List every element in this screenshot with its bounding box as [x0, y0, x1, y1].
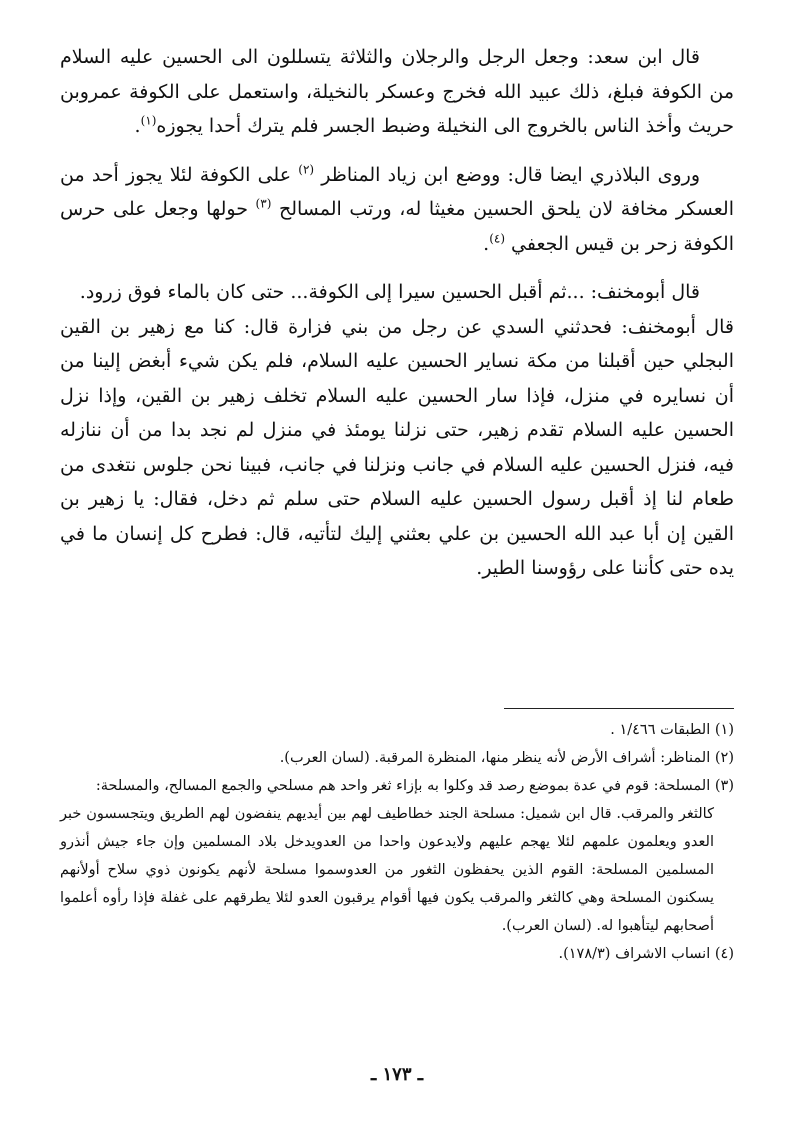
footnote-ref-3: (٣) — [255, 196, 272, 211]
main-text — [60, 40, 734, 586]
footnote-marker: (١) — [714, 722, 734, 738]
footnote-ref-4: (٤) — [489, 231, 506, 246]
footnote-ref-1: (١) — [140, 113, 157, 128]
text-span: . — [483, 232, 490, 255]
text-span: قال أبومخنف: فحدثني السدي عن رجل من بني فزارة قال: كنا مع زهير بن القين البجلي حين أقبلنا من مكة نساير الحسين عليه السلام، فلم يكن شيء أبغض إلينا من أن نسايره في منزل، فإذا سار الحسين عليه السلام تخلف زهير بن القين، وإذا نزل الحسين عليه السلام تقدم زهير، حتى نزلنا يومئذ في منزل لم نجد بدا من أن ننازله فيه، فنزل الحسين عليه السلام في جانب ونزلنا في جانب، فبينا نحن جلوس نتغدى من طعام لنا إذ أقبل رسول الحسين عليه السلام حتى سلم ثم دخل، فقال: يا زهير بن القين إن أبا عبد الله الحسين بن علي بعثني إليك لتأتيه، قال: فطرح كل إنسان ما في يده حتى كأننا على رؤوسنا الطير. — [60, 315, 734, 579]
text-span: وروى البلاذري ايضا قال: ووضع ابن زياد المناظر — [314, 163, 701, 186]
footnote-separator — [504, 708, 734, 709]
footnote-3 — [60, 772, 734, 800]
footnotes — [60, 716, 734, 968]
paragraph-ibn-saad — [60, 40, 734, 144]
footnote-text: انساب الاشراف (١٧٨/٣). — [558, 946, 711, 962]
text-span: قال أبومخنف: ...ثم أقبل الحسين سيرا إلى الكوفة... حتى كان بالماء فوق زرود. — [79, 281, 700, 303]
text-span: . — [134, 115, 141, 137]
text-span: على الكوفة لئلا يجوز أحد من العسكر مخافة لان يلحق الحسين مغيثا له، ورتب المسالح — [60, 163, 734, 220]
footnote-2 — [60, 744, 734, 772]
page-number: ـ ١٧٣ ـ — [370, 1064, 424, 1085]
footnote-3-continuation — [60, 800, 734, 940]
footnote-ref-2: (٢) — [298, 162, 315, 177]
footnote-1 — [60, 716, 734, 744]
footnote-text: المسلحة: قوم في عدة بموضع رصد قد وكلوا به بإزاء ثغر واحد هم مسلحي والجمع المسالح، والمسلحة: — [95, 778, 711, 794]
footnote-text: كالثغر والمرقب. قال ابن شميل: مسلحة الجند خطاطيف لهم بين أيديهم ينفضون لهم الطريق ويتجسسون خبر العدو ويعلمون علمهم لئلا يهجم عليهم ولايدعون واحدا من العدويدخل بلاد المسلمين وإن جاء جيش أنذرو المسلمين المسلحة: القوم الذين يحفظون الثغور من العدوسموا مسلحة لأنهم يكونون ذوي سلاح أولأنهم يسكنون المسلحة وهي كالثغر والمرقب يكون فيها أقوام يرقبون العدو لئلا يطرقهم على غفلة فإذا رأوه أعلموا أصحابهم ليتأهبوا له. (لسان العرب). — [60, 806, 714, 934]
footnote-text: المناظر: أشراف الأرض لأنه ينظر منها، المنظرة المرقبة. (لسان العرب). — [279, 750, 711, 766]
footnote-marker: (٤) — [714, 946, 734, 962]
footnote-4 — [60, 940, 734, 968]
footnote-marker: (٣) — [714, 778, 734, 794]
paragraph-baladhuri — [60, 158, 734, 262]
paragraph-abu-mikhnaf-1 — [60, 275, 734, 310]
text-span: حولها وجعل على حرس الكوفة زحر بن قيس الجعفي — [60, 198, 734, 255]
footnote-text: الطبقات ١/٤٦٦ . — [610, 722, 711, 738]
footnote-marker: (٢) — [714, 750, 734, 766]
text-span: قال ابن سعد: وجعل الرجل والرجلان والثلاثة يتسللون الى الحسين عليه السلام من الكوفة فبلغ، ذلك عبيد الله فخرج وعسكر بالنخيلة، واستعمل على الكوفة عمروبن حريث وأخذ الناس بالخروج الى النخيلة وضبط الجسر فلم يترك أحدا يجوزه — [60, 46, 734, 137]
paragraph-abu-mikhnaf-2 — [60, 310, 734, 586]
